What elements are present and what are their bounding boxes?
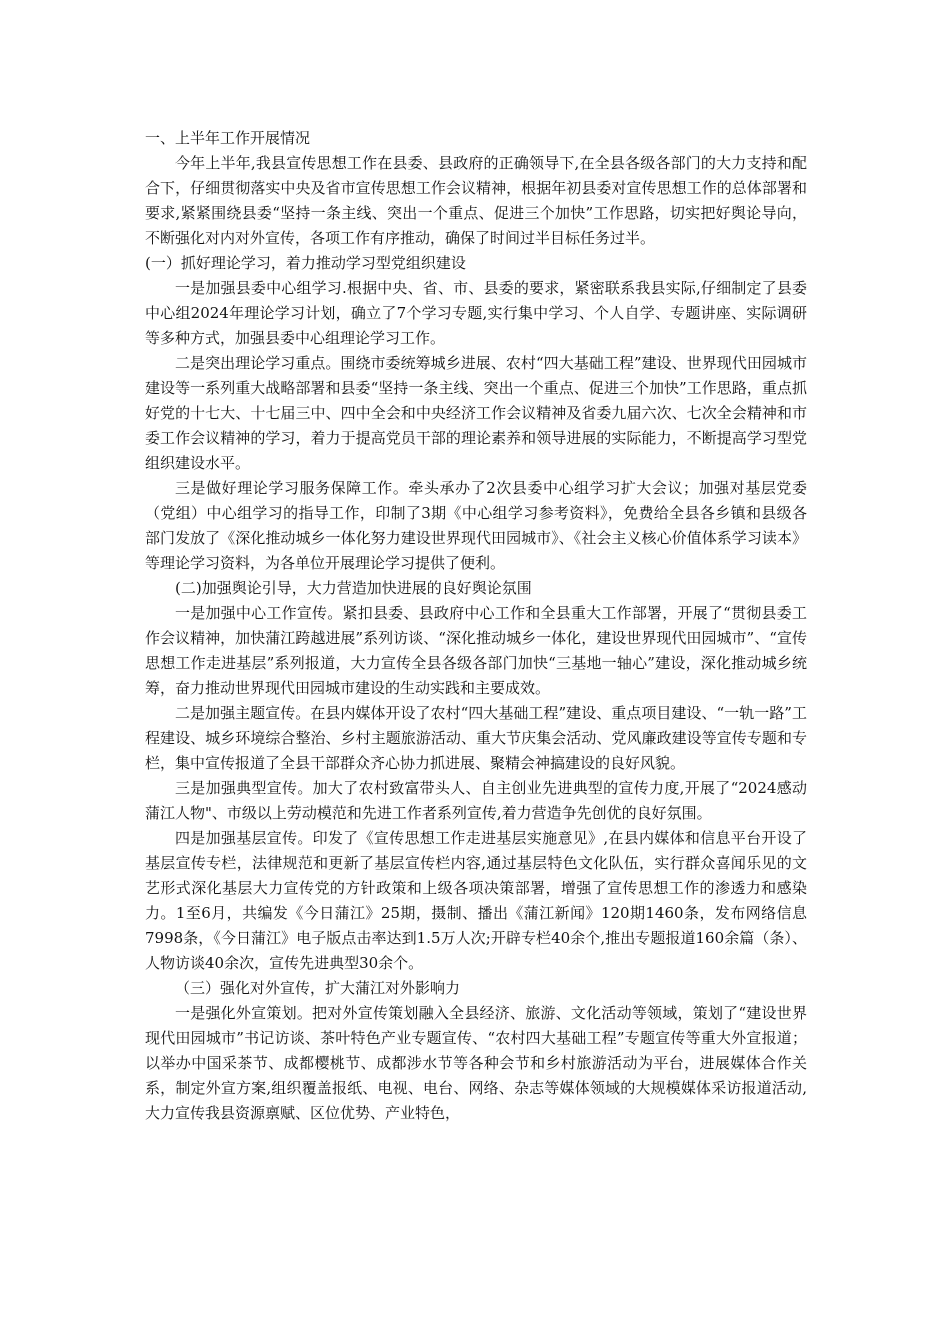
part2-title: (二)加强舆论引导，大力营造加快进展的良好舆论氛围: [175, 579, 532, 597]
part3-paragraph-1: 一是强化外宣策划。把对外宣传策划融入全县经济、旅游、文化活动等领域，策划了“建设世界现代田园城市”书记访谈、茶叶特色产业专题宣传、“农村四大基础工程”专题宣传等重大外宣报道；以举办中国采茶节、成都樱桃节、成都涉水节等各种会节和乡村旅游活动为平台，进展媒体合作关系，制定外宣方案,组织覆盖报纸、电视、电台、网络、杂志等媒体领域的大规模媒体采访报道活动,大力宣传我县资源禀赋、区位优势、产业特色，: [145, 1004, 807, 1122]
part2-paragraph-4: 四是加强基层宣传。印发了《宣传思想工作走进基层实施意见》,在县内媒体和信息平台开设了基层宣传专栏，法律规范和更新了基层宣传栏内容,通过基层特色文化队伍，实行群众喜闻乐见的文艺形式深化基层大力宣传党的方针政策和上级各项决策部署，增强了宣传思想工作的渗透力和感染力。1至6月，共编发《今日蒲江》25期，摄制、播出《蒲江新闻》120期1460条，发布网络信息7998条，《今日蒲江》电子版点击率达到1.5万人次;开辟专栏40余个,推出专题报道160余篇（条）、人物访谈40余次，宣传先进典型30余个。: [145, 829, 807, 972]
part2-paragraph-1: 一是加强中心工作宣传。紧扣县委、县政府中心工作和全县重大工作部署，开展了“贯彻县委工作会议精神，加快蒲江跨越进展”系列访谈、“深化推动城乡一体化，建设世界现代田园城市”、“宣传思想工作走进基层”系列报道，大力宣传全县各级各部门加快“三基地一轴心”建设，深化推动城乡统筹，奋力推动世界现代田园城市建设的生动实践和主要成效。: [145, 604, 807, 697]
part2-paragraph-3: 三是加强典型宣传。加大了农村致富带头人、自主创业先进典型的宣传力度,开展了“2024感动蒲江人物"、市级以上劳动模范和先进工作者系列宣传,着力营造争先创优的良好氛围。: [145, 779, 807, 822]
document-body: [145, 126, 807, 1126]
part2-paragraph-2: 二是加强主题宣传。在县内媒体开设了农村“四大基础工程”建设、重点项目建设、“一轨一路”工程建设、城乡环境综合整治、乡村主题旅游活动、重大节庆集会活动、党风廉政建设等宣传专题和专栏，集中宣传报道了全县干部群众齐心协力抓进展、聚精会神搞建设的良好风貌。: [145, 704, 807, 772]
part1-paragraph-1: 一是加强县委中心组学习.根据中央、省、市、县委的要求，紧密联系我县实际,仔细制定了县委中心组2024年理论学习计划，确立了7个学习专题,实行集中学习、个人自学、专题讲座、实际调研等多种方式，加强县委中心组理论学习工作。: [145, 279, 807, 347]
part1-title: (一）抓好理论学习，着力推动学习型党组织建设: [145, 254, 466, 272]
part1-paragraph-2: 二是突出理论学习重点。围绕市委统筹城乡进展、农村“四大基础工程”建设、世界现代田园城市建设等一系列重大战略部署和县委“坚持一条主线、突出一个重点、促进三个加快”工作思路，重点抓好党的十七大、十七届三中、四中全会和中央经济工作会议精神及省委九届六次、七次全会精神和市委工作会议精神的学习，着力于提高党员干部的理论素养和领导进展的实际能力，不断提高学习型党组织建设水平。: [145, 354, 807, 472]
part1-paragraph-3: 三是做好理论学习服务保障工作。牵头承办了2次县委中心组学习扩大会议；加强对基层党委（党组）中心组学习的指导工作，印制了3期《中心组学习参考资料》，免费给全县各乡镇和县级各部门发放了《深化推动城乡一体化努力建设世界现代田园城市》、《社会主义核心价值体系学习读本》等理论学习资料，为各单位开展理论学习提供了便利。: [145, 479, 807, 572]
section-title: 一、上半年工作开展情况: [145, 129, 311, 147]
intro-paragraph: 今年上半年,我县宣传思想工作在县委、县政府的正确领导下,在全县各级各部门的大力支持和配合下，仔细贯彻落实中央及省市宣传思想工作会议精神，根据年初县委对宣传思想工作的总体部署和要求,紧紧围绕县委“坚持一条主线、突出一个重点、促进三个加快”工作思路，切实把好舆论导向，不断强化对内对外宣传，各项工作有序推动，确保了时间过半目标任务过半。: [145, 154, 807, 247]
part3-title: （三）强化对外宣传，扩大蒲江对外影响力: [175, 979, 461, 997]
